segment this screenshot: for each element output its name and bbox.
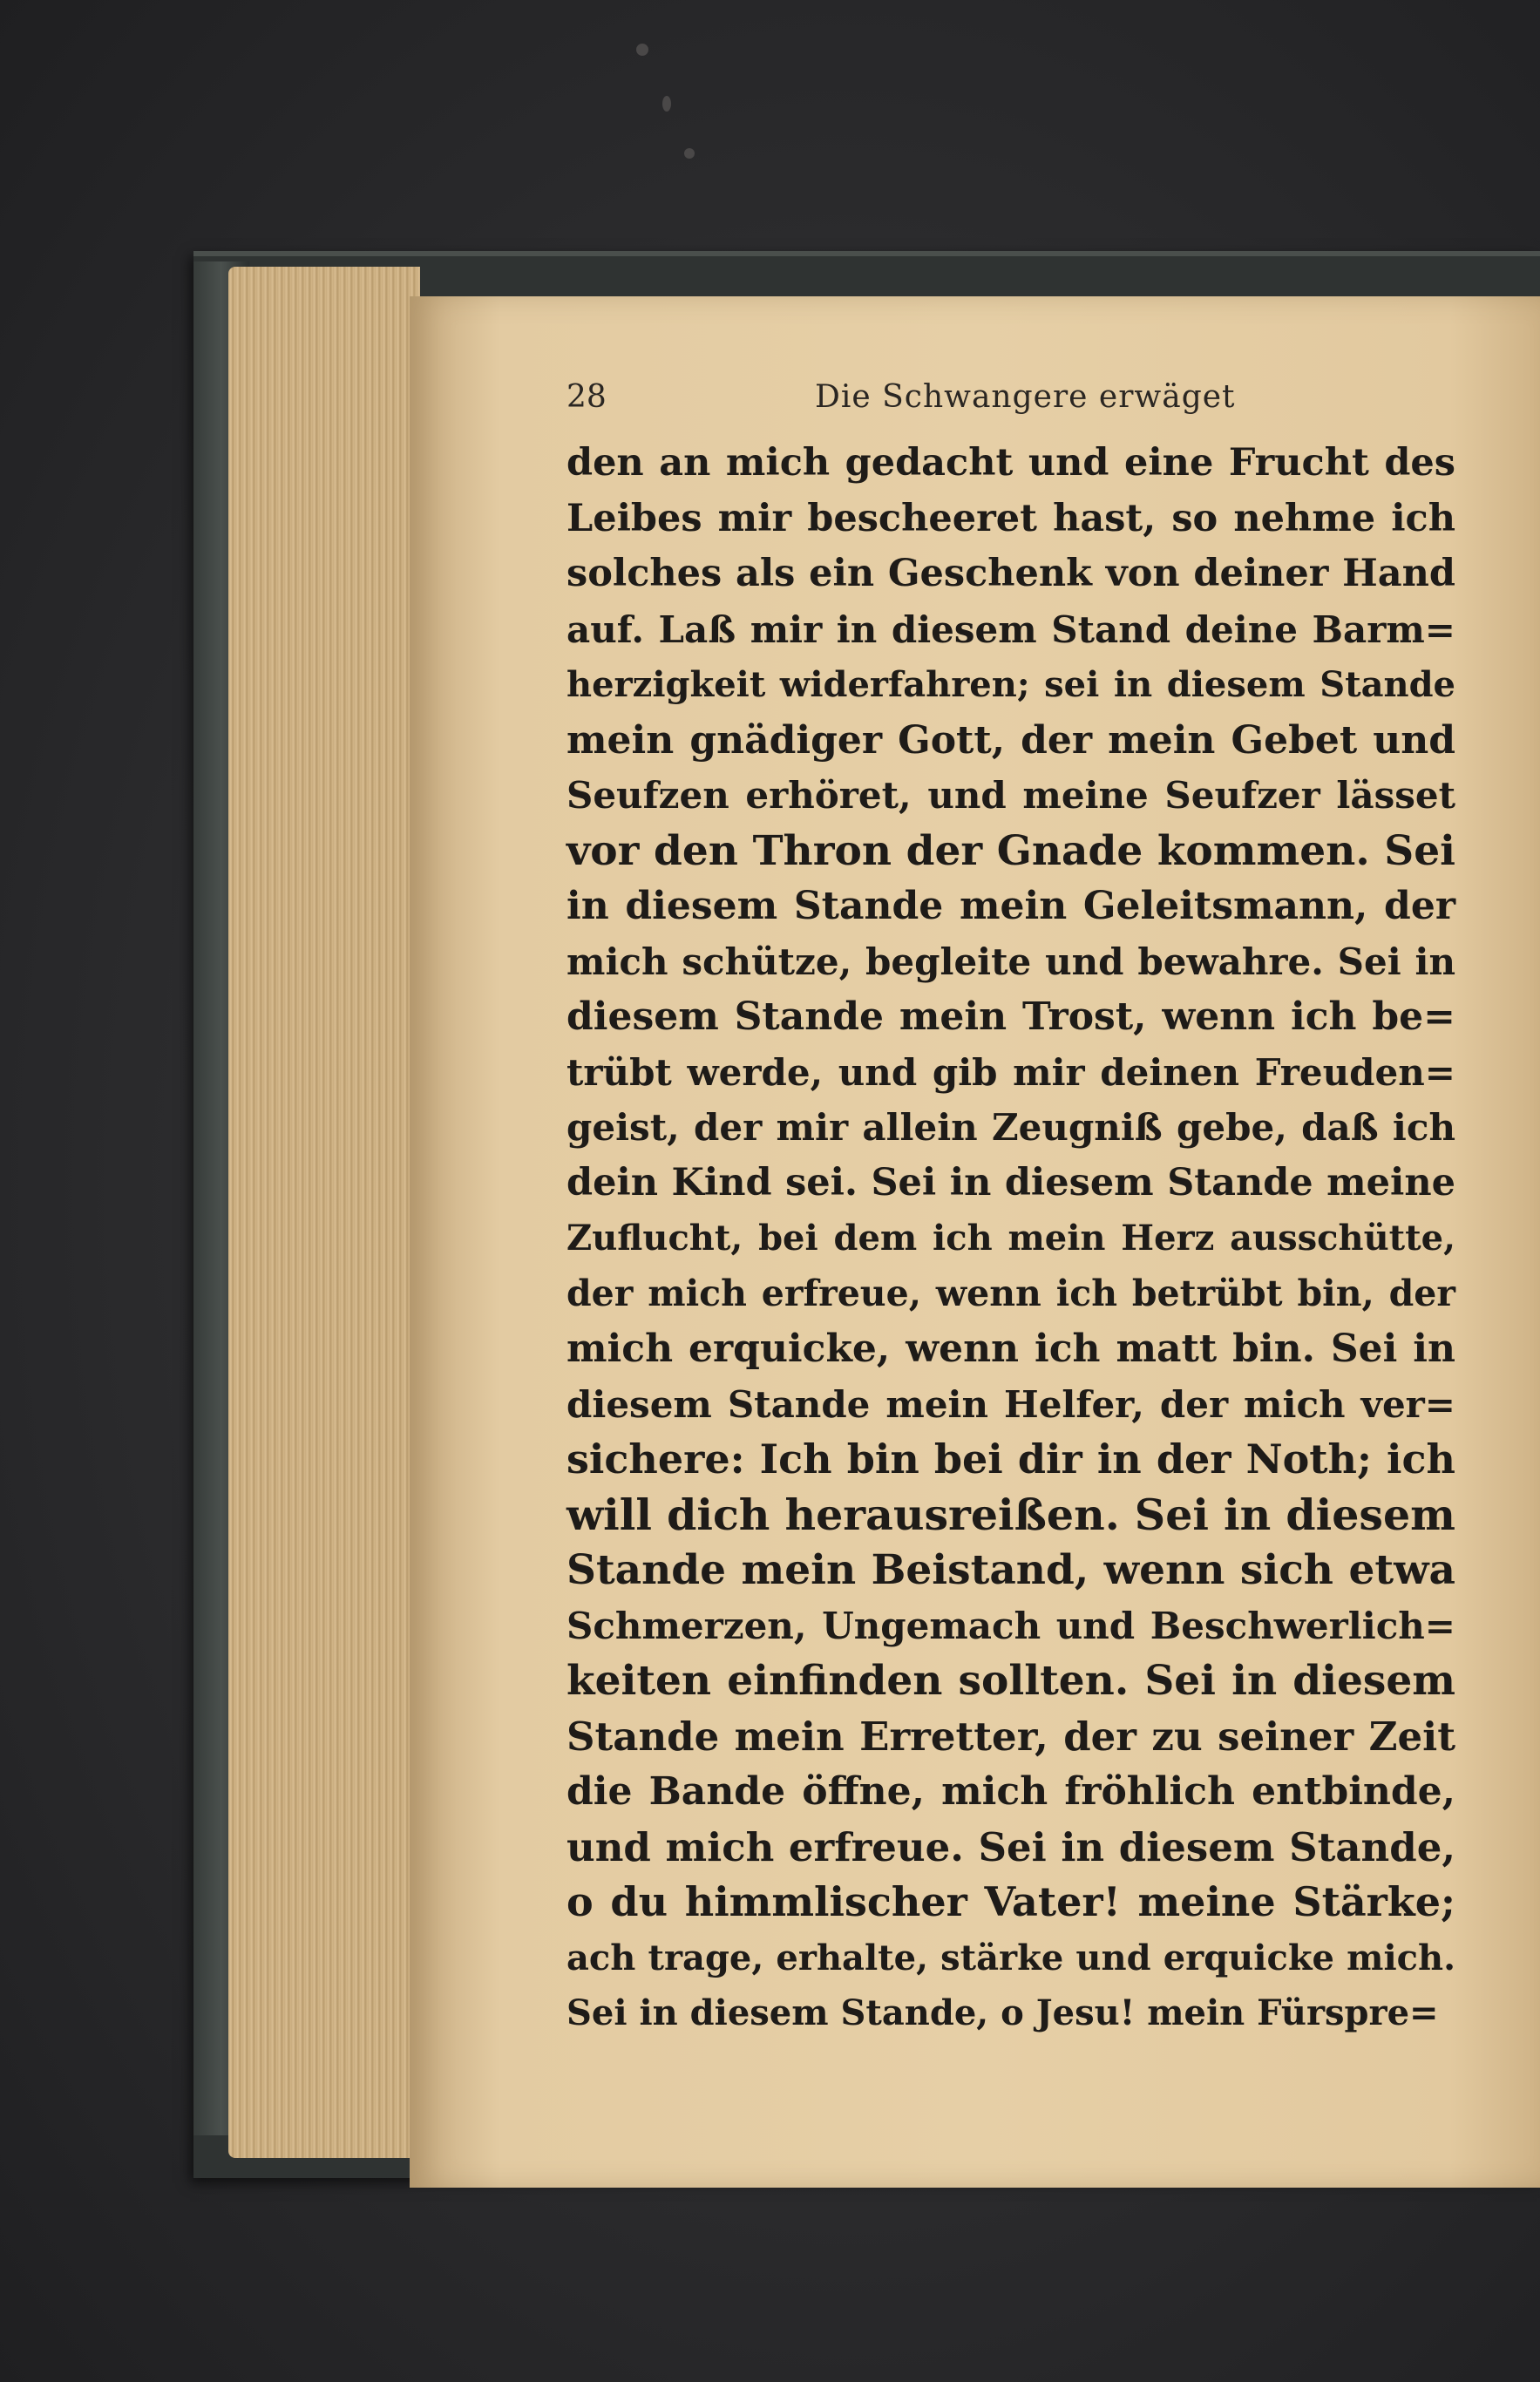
text-line: dein Kind sei. Sei in diesem Stande meine [566, 1160, 1455, 1205]
text-line: diesem Stande mein Helfer, der mich ver= [566, 1382, 1455, 1426]
text-line: Stande mein Erretter, der zu seiner Zeit [566, 1713, 1455, 1760]
text-line: Stande mein Beistand, wenn sich etwa [566, 1546, 1455, 1594]
text-line: vor den Thron der Gnade kommen. Sei [566, 826, 1455, 875]
text-line: Seufzen erhöret, und meine Seufzer lässet [566, 774, 1455, 817]
text-line: in diesem Stande mein Geleitsmann, der [566, 884, 1455, 928]
text-line: und mich erfreue. Sei in diesem Stande, [566, 1823, 1455, 1870]
text-line: Zuflucht, bei dem ich mein Herz ausschütte, [566, 1218, 1455, 1259]
text-line: auf. Laß mir in diesem Stand deine Barm= [566, 607, 1455, 651]
page-number: 28 [566, 379, 607, 415]
text-line: herzigkeit widerfahren; sei in diesem Stande [566, 664, 1455, 705]
text-line: Leibes mir bescheeret hast, so nehme ich [566, 496, 1455, 540]
text-line: solches als ein Geschenk von deiner Hand [566, 552, 1455, 595]
text-line: keiten einfinden sollten. Sei in diesem [566, 1657, 1455, 1705]
dust-speck [684, 148, 695, 159]
text-line: Sei in diesem Stande, o Jesu! mein Fürspre= [566, 1992, 1439, 2033]
text-line: mich schütze, begleite und bewahre. Sei in [566, 940, 1455, 983]
text-line: den an mich gedacht und eine Frucht des [566, 441, 1455, 485]
text-line: geist, der mir allein Zeugniß gebe, daß ich [566, 1106, 1455, 1149]
text-line: diesem Stande mein Trost, wenn ich be= [566, 994, 1455, 1039]
text-line: mich erquicke, wenn ich matt bin. Sei in [566, 1327, 1455, 1371]
text-line: will dich herausreißen. Sei in diesem [566, 1489, 1456, 1540]
text-line: Schmerzen, Ungemach und Beschwerlich= [566, 1604, 1455, 1647]
text-line: o du himmlischer Vater! meine Stärke; [566, 1878, 1455, 1925]
text-line: sichere: Ich bin bei dir in der Noth; ich [566, 1435, 1455, 1483]
text-line: der mich erfreue, wenn ich betrübt bin, der [566, 1272, 1455, 1314]
page-edges [228, 267, 420, 2158]
text-line: ach trage, erhalte, stärke und erquicke mich. [566, 1937, 1455, 1978]
body-text [566, 436, 1455, 2041]
running-header [566, 379, 1508, 415]
text-line: mein gnädiger Gott, der mein Gebet und [566, 717, 1455, 763]
dust-speck [636, 44, 648, 56]
running-title: Die Schwangere erwäget [815, 379, 1236, 415]
dust-speck [662, 96, 671, 112]
text-line: trübt werde, und gib mir deinen Freuden= [566, 1050, 1455, 1094]
text-line: die Bande öffne, mich fröhlich entbinde, [566, 1769, 1455, 1814]
